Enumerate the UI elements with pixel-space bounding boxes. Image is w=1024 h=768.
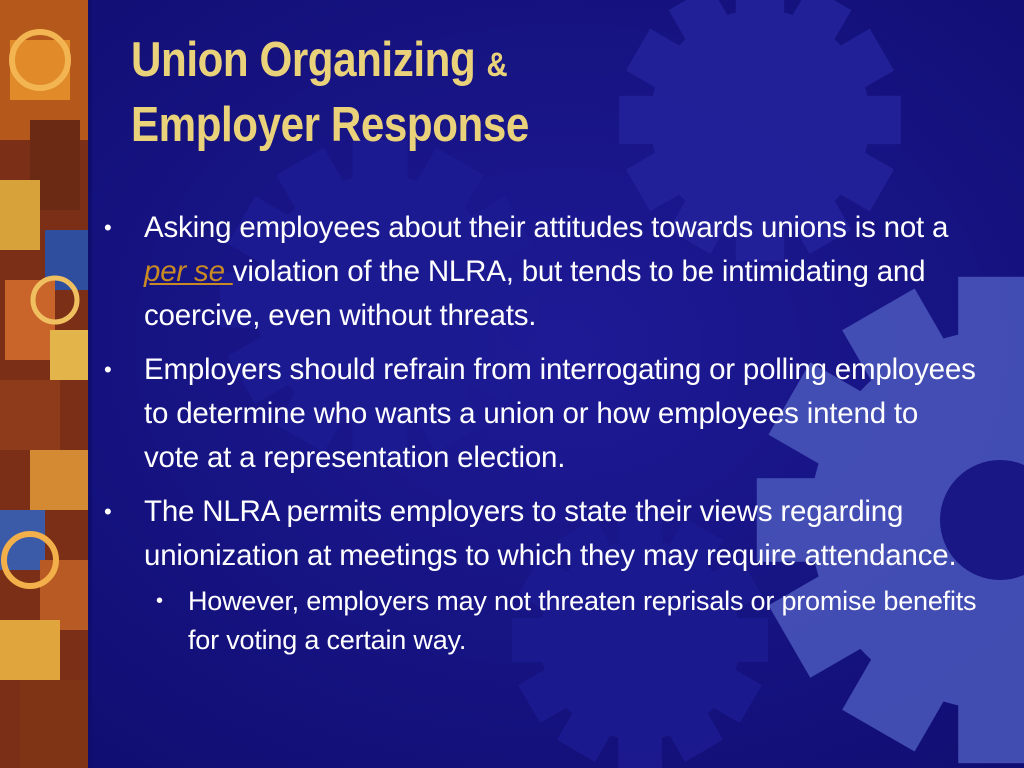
title-ampersand: & <box>486 46 508 84</box>
bullet-item <box>100 490 980 578</box>
slide-title <box>131 30 529 155</box>
bullet-text: Asking employees about their attitudes towards unions is not a <box>144 211 949 244</box>
bullet-dot: • <box>104 357 112 382</box>
per-se-link[interactable]: per se <box>144 255 233 288</box>
title-line-2: Employer Response <box>131 98 529 152</box>
sub-bullet-dot: • <box>156 590 163 612</box>
decorative-side-strip <box>0 0 92 768</box>
bullet-item <box>100 206 980 338</box>
sub-bullet-item <box>100 582 980 660</box>
bullet-item <box>100 348 980 480</box>
bullet-text-continued: violation of the NLRA, but tends to be intimidating and coercive, even without threats. <box>144 255 926 332</box>
sub-bullet-text: However, employers may not threaten reprisals or promise benefits for voting a certain way. <box>188 586 977 655</box>
title-text-1: Union Organizing <box>131 33 476 87</box>
bullet-text: The NLRA permits employers to state their views regarding unionization at meetings to which they may require attendance. <box>144 495 957 572</box>
title-line-1 <box>131 30 529 95</box>
slide-body <box>100 206 980 660</box>
bullet-dot: • <box>104 215 112 240</box>
bullet-dot: • <box>104 499 112 524</box>
bullet-text: Employers should refrain from interrogating or polling employees to determine who wants a union or how employees intend to vote at a representation election. <box>144 353 976 474</box>
